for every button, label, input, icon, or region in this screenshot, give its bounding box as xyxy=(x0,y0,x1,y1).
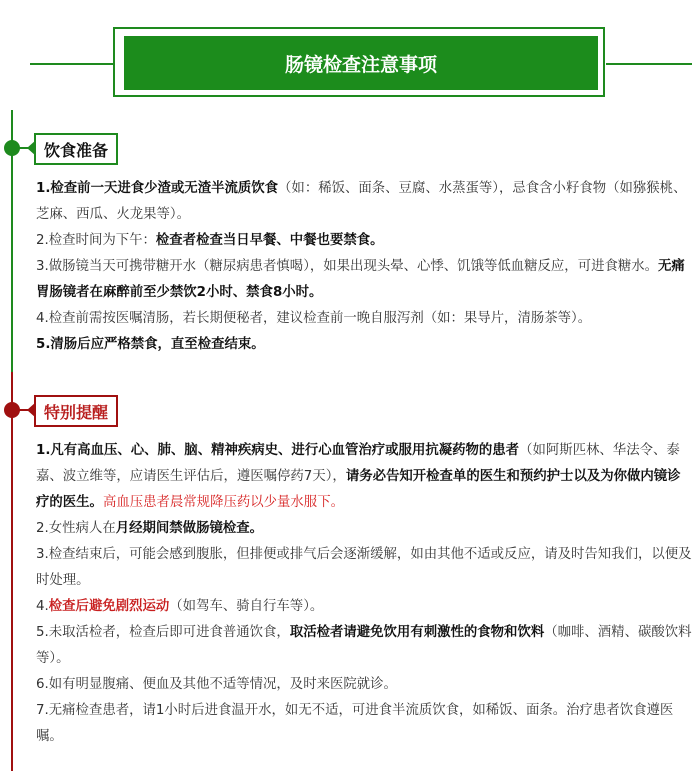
list-item xyxy=(36,594,692,620)
item-text: 6.如有明显腹痛、便血及其他不适等情况，及时来医院就诊。 xyxy=(36,677,397,692)
item-text: （如阿斯匹林、华法令、泰嘉、波立维等，应请医生评估后，遵医嘱停药7天）， xyxy=(36,443,680,484)
item-bold: 5.清肠后应严格禁食，直至检查结束。 xyxy=(36,337,265,352)
item-bold: 凡有高血压、心、肺、脑、精神疾病史、进行心血管治疗或服用抗凝药物的患者 xyxy=(50,443,520,458)
item-bold: 请务必告知开检查单的医生和预约护士以及为你做内镜诊疗的医生。 xyxy=(36,469,681,510)
item-bold: 检查者检查当日早餐、中餐也要禁食。 xyxy=(155,233,384,248)
item-text: 4. xyxy=(36,599,49,614)
list-item xyxy=(36,438,692,516)
item-text: （如：稀饭、面条、豆腐、水蒸蛋等），忌食含小籽食物（如猕猴桃、芝麻、西瓜、火龙果等）。 xyxy=(36,181,687,222)
list-item xyxy=(36,620,692,672)
list-item xyxy=(36,672,692,698)
item-text: 2.检查时间为下午： xyxy=(36,233,156,248)
item-warning-text: 高血压患者晨常规降压药以少量水服下。 xyxy=(102,495,344,510)
list-item xyxy=(36,228,692,254)
section-heading-reminder: 特别提醒 xyxy=(34,395,118,427)
list-item xyxy=(36,516,692,542)
item-text: 4.检查前需按医嘱清肠，若长期便秘者，建议检查前一晚自服泻剂（如：果导片，清肠茶等）。 xyxy=(36,311,592,326)
item-text: 7.无痛检查患者，请1小时后进食温开水，如无不适，可进食半流质饮食，如稀饭、面条。治疗患者饮食遵医嘱。 xyxy=(36,703,674,744)
list-item xyxy=(36,306,692,332)
title-divider-right xyxy=(606,63,692,65)
item-bold: 检查前一天进食少渣或无渣半流质饮食 xyxy=(50,181,279,196)
item-bold: 无痛胃肠镜者在麻醉前至少禁饮2小时、禁食8小时。 xyxy=(36,259,685,300)
item-lead: 1. xyxy=(36,181,51,196)
list-item xyxy=(36,254,692,306)
page-title: 肠镜检查注意事项 xyxy=(124,36,598,90)
item-bold: 月经期间禁做肠镜检查。 xyxy=(115,521,264,536)
section-reminder-list xyxy=(36,438,692,750)
list-item xyxy=(36,542,692,594)
item-text: （咖啡、酒精、碳酸饮料等）。 xyxy=(36,625,692,666)
item-text: （如驾车、骑自行车等）。 xyxy=(169,599,324,614)
timeline-line-red xyxy=(11,372,13,771)
title-divider-left xyxy=(30,63,122,65)
item-lead: 1. xyxy=(36,443,51,458)
item-warning-bold: 检查后避免剧烈运动 xyxy=(48,599,170,614)
section-diet-list xyxy=(36,176,692,358)
list-item xyxy=(36,332,692,358)
item-bold: 取活检者请避免饮用有刺激性的食物和饮料 xyxy=(289,625,545,640)
item-text: 5.未取活检者，检查后即可进食普通饮食， xyxy=(36,625,290,640)
list-item xyxy=(36,698,692,750)
section-heading-diet: 饮食准备 xyxy=(34,133,118,165)
item-text: 3.检查结束后，可能会感到腹胀，但排便或排气后会逐渐缓解，如由其他不适或反应，请及时告知我们，以便及时处理。 xyxy=(36,547,692,588)
list-item xyxy=(36,176,692,228)
item-text: 2.女性病人在 xyxy=(36,521,116,536)
item-text: 3.做肠镜当天可携带糖开水（糖尿病患者慎喝），如果出现头晕、心悸、饥饿等低血糖反应，可进食糖水。 xyxy=(36,259,659,274)
